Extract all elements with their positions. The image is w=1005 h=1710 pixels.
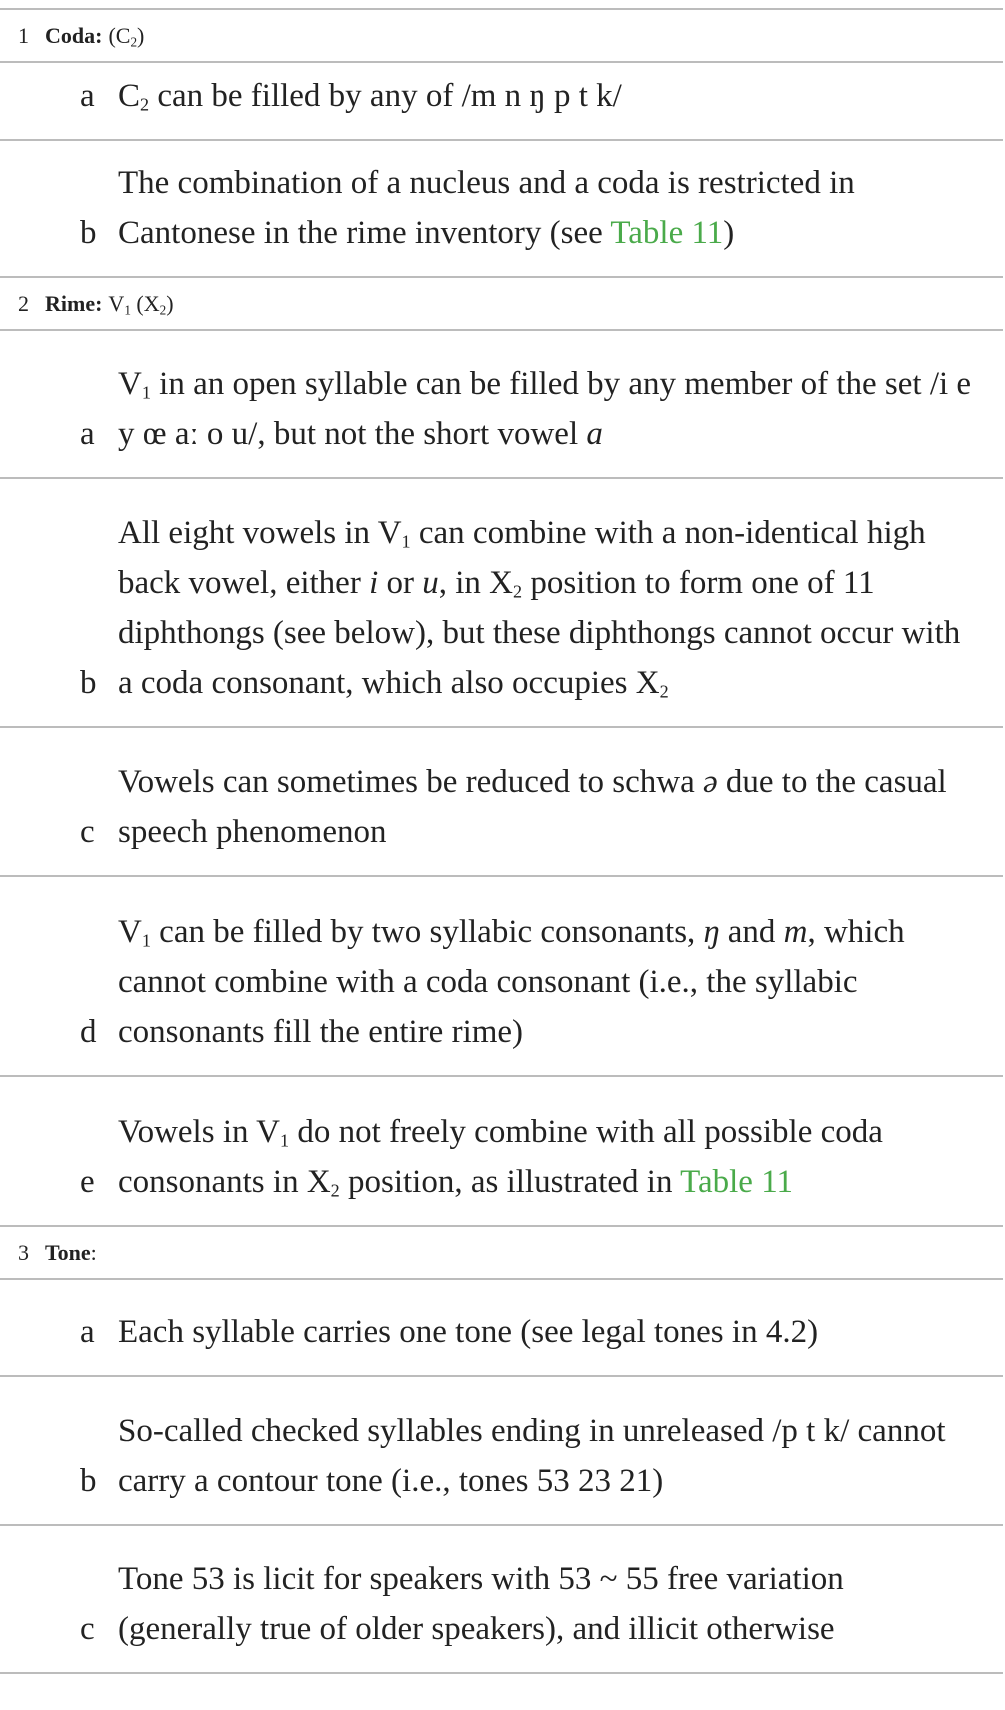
item-text: So-called checked syllables ending in unreleased /p t k/ cannot carry a contour tone (i.e., tones 53 23 21) [118,1413,946,1499]
item-text: Tone 53 is licit for speakers with 53 ~ 55 free variation (generally true of older speakers), and illicit otherwise [118,1561,844,1647]
section-header-rime [0,278,1003,331]
item-letter: a [80,1314,95,1350]
section-header-coda [0,10,1003,63]
rule-item-2c [0,728,1003,877]
table-11-link[interactable]: Table 11 [680,1164,793,1200]
rule-item-2b [0,479,1003,728]
section-number: 3 [18,1239,29,1265]
section-title: Tone [45,1239,91,1265]
item-text: Vowels in $V_1$ do not freely combine with all possible coda consonants in $X_2$ position, as illustrated in Table 11 [118,1114,883,1201]
section-number: 2 [18,290,29,316]
item-text: $V_1$ can be filled by two syllabic consonants, ŋ and m, which cannot combine with a coda consonant (i.e., the syllabic consonants fill the entire rime) [118,914,905,1050]
item-letter: a [80,416,95,452]
rule-item-1a [0,63,1003,141]
section-number: 1 [18,22,29,48]
section-header-tone [0,1227,1003,1280]
section-formula: $V_1$ $(X_2)$ [108,290,174,317]
rules-table [0,8,1003,1674]
item-text: $C_2$ can be filled by any of /m n ŋ p t k/ [118,78,622,115]
item-text: Each syllable carries one tone (see legal tones in 4.2) [118,1314,819,1350]
section-title: Coda: [45,22,103,48]
item-text: The combination of a nucleus and a coda is restricted in Cantonese in the rime inventory (see Table 11) [118,165,855,251]
item-letter: b [80,665,97,701]
item-letter: b [80,215,97,251]
section-formula: $(C_2)$ [108,22,145,49]
item-letter: e [80,1164,95,1200]
item-text: Vowels can sometimes be reduced to schwa ə due to the casual speech phenomenon [118,764,947,850]
rule-item-1b [0,141,1003,278]
item-letter: a [80,78,95,114]
item-text: $V_1$ in an open syllable can be filled by any member of the set /i e y œ aː o u/, but not the short vowel a [118,366,972,452]
rule-item-3b [0,1377,1003,1526]
section-title-colon: : [90,1239,97,1265]
item-letter: d [80,1014,97,1050]
rule-item-2d [0,877,1003,1077]
rule-item-2e [0,1077,1003,1227]
item-text: All eight vowels in $V_1$ can combine with a non-identical high back vowel, either i or u, in $X_2$ position to form one of 11 diphthongs (see below), but these diphthongs cannot occur with a coda consonant, which also occupies $X_2$ [118,515,961,702]
section-title: Rime: [45,290,103,316]
table-11-link[interactable]: Table 11 [610,215,724,251]
rule-item-2a [0,331,1003,479]
item-letter: b [80,1463,97,1499]
item-letter: c [80,814,95,850]
rule-item-3a [0,1280,1003,1377]
rule-item-3c [0,1526,1003,1674]
item-letter: c [80,1611,95,1647]
